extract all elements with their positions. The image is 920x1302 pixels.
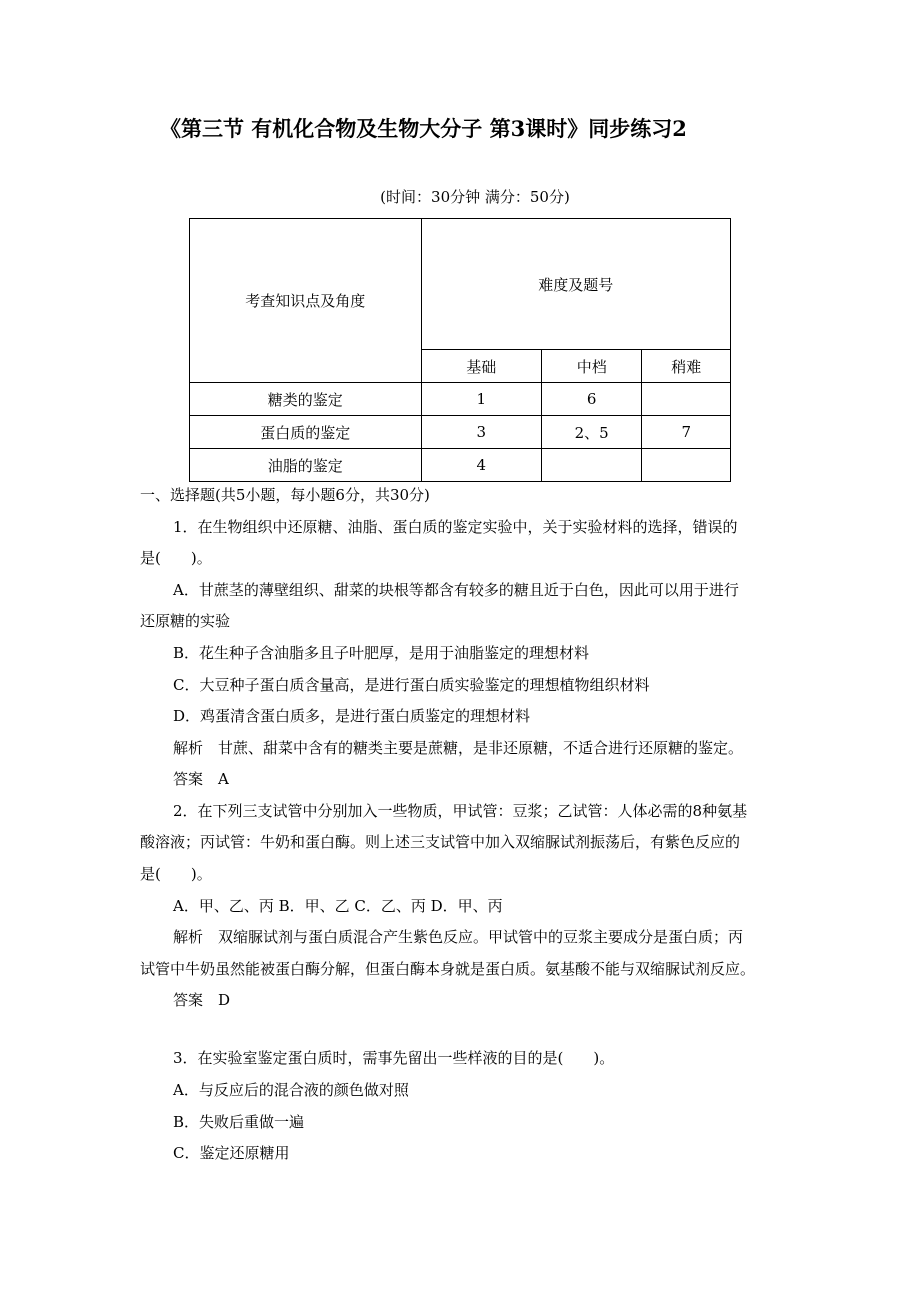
q3-stem: 3．在实验室鉴定蛋白质时，需事先留出一些样液的目的是( )。 [173,1049,615,1067]
q1-option-b: B．花生种子含油脂多且子叶肥厚，是用于油脂鉴定的理想材料 [173,644,590,662]
q3-option-b: B．失败后重做一遍 [173,1113,305,1131]
q1-option-a-cont: 还原糖的实验 [140,612,231,630]
q1-answer: 答案 A [173,770,229,788]
q2-stem: 2．在下列三支试管中分别加入一些物质，甲试管：豆浆；乙试管：人体必需的8种氨基 [173,802,748,820]
q1-stem: 1．在生物组织中还原糖、油脂、蛋白质的鉴定实验中，关于实验材料的选择，错误的 [173,518,738,536]
time-score-info: (时间：30分钟 满分：50分) [380,188,570,206]
row-basic: 3 [421,416,541,449]
q1-option-d: D．鸡蛋清含蛋白质多，是进行蛋白质鉴定的理想材料 [173,707,531,725]
row-medium [541,449,642,482]
level-basic: 基础 [421,350,541,383]
row-medium: 2、5 [541,416,642,449]
table-row [190,416,731,449]
row-hard [642,449,731,482]
q2-answer: 答案 D [173,991,231,1009]
level-hard: 稍难 [642,350,731,383]
table-row [190,449,731,482]
q3-option-a: A．与反应后的混合液的颜色做对照 [173,1081,409,1099]
difficulty-header: 难度及题号 [421,219,730,350]
row-hard [642,383,731,416]
row-medium: 6 [541,383,642,416]
page-title: 《第三节 有机化合物及生物大分子 第3课时》同步练习2 [160,116,687,141]
section-heading: 一、选择题(共5小题，每小题6分，共30分) [140,486,430,504]
row-topic: 蛋白质的鉴定 [190,416,422,449]
q1-option-c: C．大豆种子蛋白质含量高，是进行蛋白质实验鉴定的理想植物组织材料 [173,676,650,694]
row-basic: 1 [421,383,541,416]
topic-header: 考查知识点及角度 [190,219,422,383]
q2-stem-end: 是( )。 [140,865,212,883]
q2-analysis: 解析 双缩脲试剂与蛋白质混合产生紫色反应。甲试管中的豆浆主要成分是蛋白质；丙 [173,928,744,946]
q1-option-a: A．甘蔗茎的薄壁组织、甜菜的块根等都含有较多的糖且近于白色，因此可以用于进行 [173,581,739,599]
level-medium: 中档 [541,350,642,383]
q2-analysis-cont: 试管中牛奶虽然能被蛋白酶分解，但蛋白酶本身就是蛋白质。氨基酸不能与双缩脲试剂反应。 [140,960,756,978]
q1-stem-cont: 是( )。 [140,549,212,567]
table-row [190,383,731,416]
q3-option-c: C．鉴定还原糖用 [173,1144,290,1162]
q1-analysis: 解析 甘蔗、甜菜中含有的糖类主要是蔗糖，是非还原糖，不适合进行还原糖的鉴定。 [173,739,744,757]
row-basic: 4 [421,449,541,482]
knowledge-table [189,218,731,482]
q2-stem-cont: 酸溶液；丙试管：牛奶和蛋白酶。则上述三支试管中加入双缩脲试剂振荡后，有紫色反应的 [140,833,741,851]
row-topic: 油脂的鉴定 [190,449,422,482]
row-hard: 7 [642,416,731,449]
q2-options: A．甲、乙、丙 B．甲、乙 C．乙、丙 D．甲、丙 [173,897,503,915]
row-topic: 糖类的鉴定 [190,383,422,416]
